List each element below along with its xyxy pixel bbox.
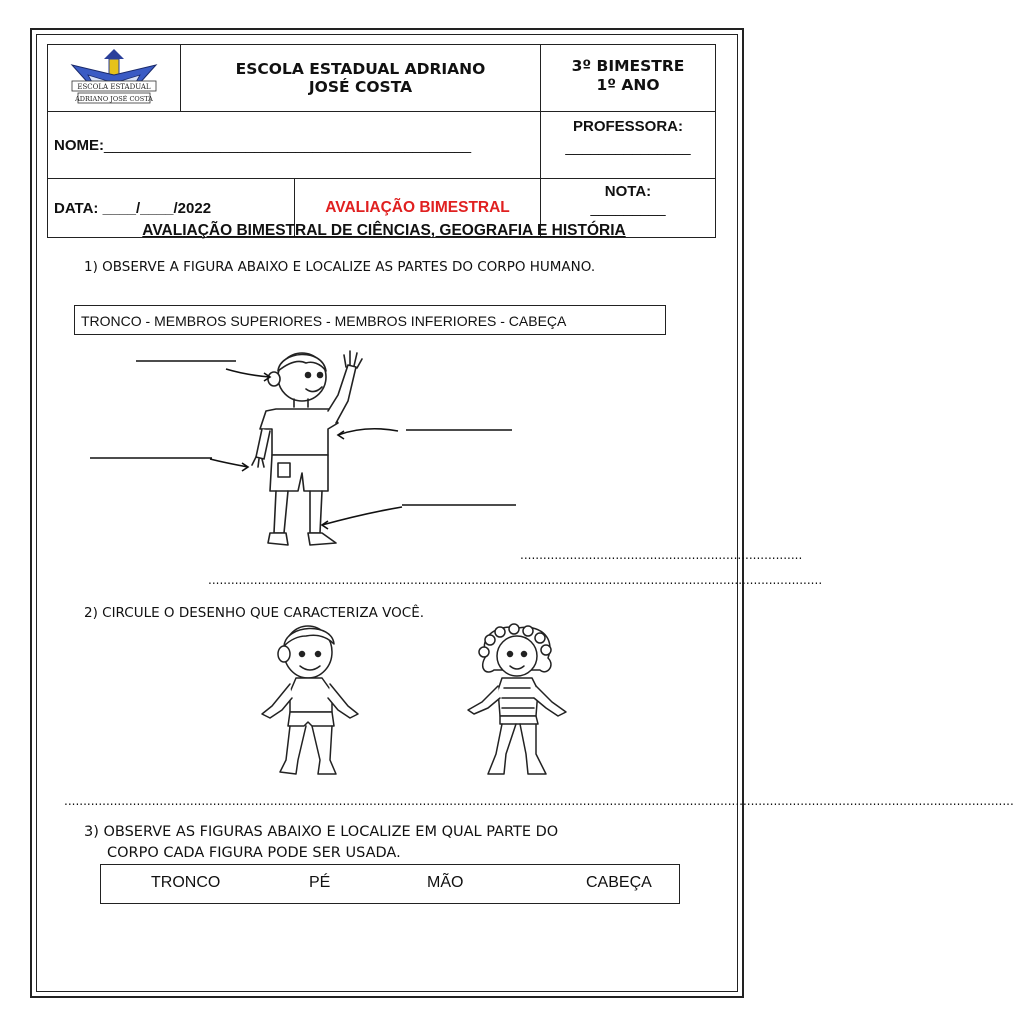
question-1-text: 1) OBSERVE A FIGURA ABAIXO E LOCALIZE AS PARTES DO CORPO HUMANO.: [84, 259, 596, 275]
nome-blank[interactable]: ____________________________________________: [104, 136, 472, 154]
page-title: AVALIAÇÃO BIMESTRAL DE CIÊNCIAS, GEOGRAFIA E HISTÓRIA: [142, 222, 626, 239]
option-mao: MÃO: [427, 874, 464, 891]
ano-label: 1º ANO: [596, 76, 660, 94]
school-name-line1: ESCOLA ESTADUAL ADRIANO: [235, 60, 486, 78]
professora-blank[interactable]: _______________: [565, 139, 691, 156]
question-3-line1: 3) OBSERVE AS FIGURAS ABAIXO E LOCALIZE EM QUAL PARTE DO: [84, 824, 559, 840]
data-label[interactable]: DATA: ____/____/2022: [54, 199, 212, 217]
school-name-cell: [181, 45, 541, 112]
option-cabeca: CABEÇA: [586, 874, 652, 891]
school-name-line2: JOSÉ COSTA: [308, 78, 413, 96]
option-tronco: TRONCO: [151, 874, 221, 891]
svg-text:ESCOLA ESTADUAL: ESCOLA ESTADUAL: [77, 83, 151, 91]
school-logo-icon: [48, 45, 180, 107]
question-1-options: TRONCO - MEMBROS SUPERIORES - MEMBROS INFERIORES - CABEÇA: [74, 305, 666, 335]
professora-cell: [541, 112, 716, 179]
bimestre-label: 3º BIMESTRE: [571, 57, 685, 75]
option-pe: PÉ: [309, 874, 331, 891]
question-2-text: 2) CIRCULE O DESENHO QUE CARACTERIZA VOCÊ.: [84, 605, 425, 621]
nota-blank[interactable]: _________: [590, 200, 666, 217]
label-lines: [86, 355, 526, 535]
nome-label: NOME:: [54, 136, 104, 154]
answer-dotted-line-2[interactable]: .................................................................................................................................................................: [208, 573, 823, 587]
nome-cell: [48, 112, 541, 179]
boy-underwear-icon[interactable]: [256, 622, 364, 786]
answer-dotted-line-3[interactable]: .........................................................................................................................................................................................................................................................: [64, 794, 1014, 808]
girl-swimsuit-icon[interactable]: [460, 626, 576, 782]
logo-cell: [48, 45, 181, 112]
answer-dotted-line-1[interactable]: ..........................................................................: [520, 548, 803, 562]
nota-label: NOTA:: [604, 183, 652, 200]
header-table: [47, 44, 716, 238]
bimestre-cell: [541, 45, 716, 112]
professora-label: PROFESSORA:: [572, 118, 683, 135]
avaliacao-label: AVALIAÇÃO BIMESTRAL: [325, 199, 510, 216]
svg-text:ADRIANO JOSÉ COSTA: ADRIANO JOSÉ COSTA: [75, 95, 153, 103]
question-3-options: [100, 864, 680, 904]
question-3-line2: CORPO CADA FIGURA PODE SER USADA.: [107, 845, 401, 861]
